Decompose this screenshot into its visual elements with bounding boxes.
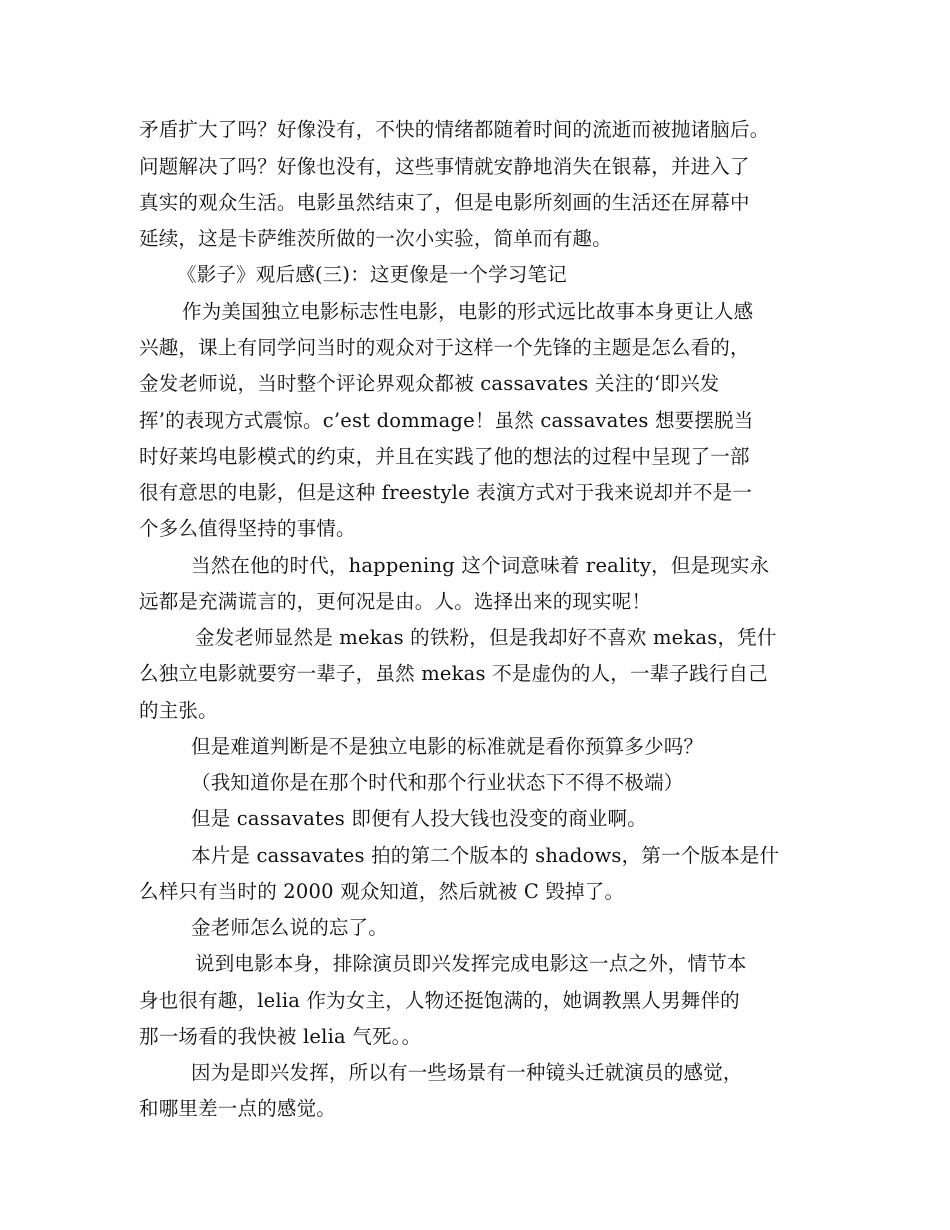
text-line: 当然在他的时代，happening 这个词意味着 reality，但是现实永	[191, 554, 770, 577]
text-line: 延续，这是卡萨维茨所做的一次小实验，简单而有趣。	[139, 227, 612, 250]
text-line: 因为是即兴发挥，所以有一些场景有一种镜头迁就演员的感觉，	[191, 1061, 743, 1084]
text-line: 矛盾扩大了吗？好像没有，不快的情绪都随着时间的流逝而被抛诸脑后。	[139, 118, 770, 141]
text-line: 挥’的表现方式震惊。c’est dommage！虽然 cassavates 想要摆脱当	[139, 409, 754, 432]
text-line: 很有意思的电影，但是这种 freestyle 表演方式对于我来说却并不是一	[139, 481, 753, 504]
text-line: 金发老师显然是 mekas 的铁粉，但是我却好不喜欢 mekas，凭什	[195, 626, 777, 649]
text-line: 么样只有当时的 2000 观众知道，然后就被 C 毁掉了。	[139, 880, 625, 903]
text-line: 个多么值得坚持的事情。	[139, 517, 356, 540]
text-line: 真实的观众生活。电影虽然结束了，但是电影所刻画的生活还在屏幕中	[139, 191, 750, 214]
text-line: 金发老师说，当时整个评论界观众都被 cassavates 关注的‘即兴发	[139, 372, 720, 395]
text-line: 作为美国独立电影标志性电影，电影的形式远比故事本身更让人感	[182, 300, 754, 323]
text-line: 远都是充满谎言的，更何况是由。人。选择出来的现实呢！	[139, 590, 652, 613]
text-line: 和哪里差一点的感觉。	[139, 1097, 337, 1120]
text-line: 么独立电影就要穷一辈子，虽然 mekas 不是虚伪的人，一辈子践行自己	[139, 662, 768, 685]
text-line: （我知道你是在那个时代和那个行业状态下不得不极端）	[191, 771, 684, 794]
text-line: 但是 cassavates 即便有人投大钱也没变的商业啊。	[191, 807, 647, 830]
text-line: 的主张。	[139, 699, 218, 722]
text-line: 说到电影本身，排除演员即兴发挥完成电影这一点之外，情节本	[195, 952, 747, 975]
text-line: 身也很有趣，lelia 作为女主，人物还挺饱满的，她调教黑人男舞伴的	[139, 989, 740, 1012]
text-line: 兴趣，课上有同学问当时的观众对于这样一个先锋的主题是怎么看的，	[139, 336, 750, 359]
text-line: 问题解决了吗？好像也没有，这些事情就安静地消失在银幕，并进入了	[139, 155, 750, 178]
text-line: 那一场看的我快被 lelia 气死。。	[139, 1025, 422, 1048]
text-line: 时好莱坞电影模式的约束，并且在实践了他的想法的过程中呈现了一部	[139, 445, 750, 468]
text-line: 金老师怎么说的忘了。	[191, 916, 389, 939]
text-line: 但是难道判断是不是独立电影的标准就是看你预算多少吗？	[191, 735, 704, 758]
section-heading: 《影子》观后感(三)：这更像是一个学习笔记	[177, 263, 567, 286]
text-line: 本片是 cassavates 拍的第二个版本的 shadows，第一个版本是什	[191, 844, 780, 867]
